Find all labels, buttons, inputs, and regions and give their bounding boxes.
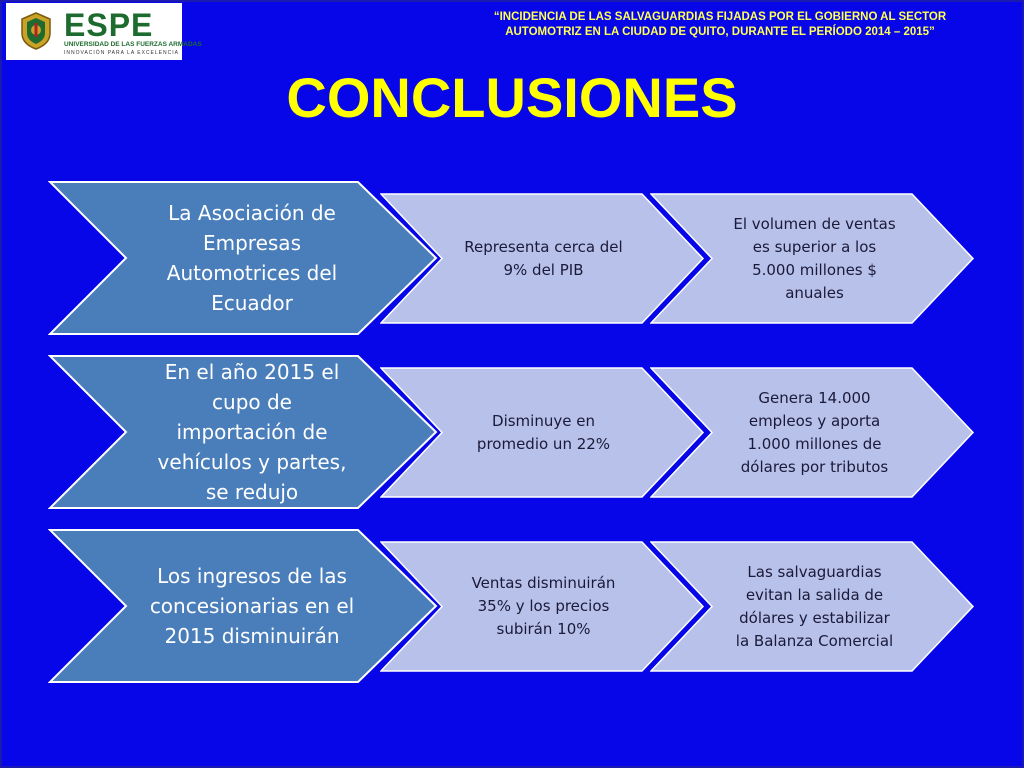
row-1-main-text: La Asociación de Empresas Automotrices del Ecuador (166, 201, 338, 315)
row-2-step-2-chevron (650, 367, 975, 498)
row-1-step-2-text: El volumen de ventas es superior a los 5.000 millones $ anuales (733, 214, 896, 302)
row-3-main-text: Los ingresos de las concesionarias en el 2015 disminuirán (149, 564, 355, 648)
row-1-step-1-text: Representa cerca del 9% del PIB (464, 237, 623, 279)
logo-name: ESPE (64, 7, 154, 43)
row-3-step-1-text: Ventas disminuirán 35% y los precios subirán 10% (471, 574, 616, 638)
row-1-step-2-chevron (650, 193, 975, 324)
presentation-title-line-1: “INCIDENCIA DE LAS SALVAGUARDIAS FIJADAS POR EL GOBIERNO AL SECTOR (493, 11, 947, 23)
logo-tagline: INNOVACIÓN PARA LA EXCELENCIA (64, 50, 179, 56)
presentation-title (440, 10, 1000, 40)
university-emblem-icon (18, 11, 54, 51)
logo-subtitle: UNIVERSIDAD DE LAS FUERZAS ARMADAS (64, 41, 202, 48)
row-3-step-2-text: Las salvaguardias evitan la salida de dólares y estabilizar la Balanza Comercial (735, 562, 894, 650)
espe-logo (6, 3, 202, 60)
presentation-title-line-2: AUTOMOTRIZ EN LA CIUDAD DE QUITO, DURANTE EL PERÍODO 2014 – 2015” (505, 26, 935, 38)
slide-title: CONCLUSIONES (286, 66, 738, 129)
row-2-step-1-text: Disminuye en promedio un 22% (476, 411, 611, 453)
row-3-step-2-chevron (650, 541, 975, 672)
row-2-step-2-text: Genera 14.000 empleos y aporta 1.000 millones de dólares por tributos (740, 388, 889, 476)
row-2-main-text: En el año 2015 el cupo de importación de vehículos y partes, se redujo (157, 360, 347, 504)
